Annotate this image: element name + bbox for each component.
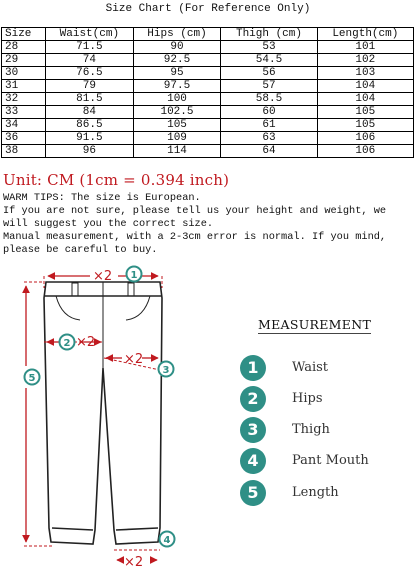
table-cell: 32: [2, 93, 46, 106]
table-cell: 102.5: [133, 106, 221, 119]
header-size: Size: [2, 28, 46, 41]
table-cell: 97.5: [133, 80, 221, 93]
table-cell: 79: [46, 80, 134, 93]
table-cell: 63: [221, 132, 317, 145]
tip-line: If you are not sure, please tell us your height and weight, we: [3, 205, 387, 217]
legend-label: Pant Mouth: [292, 453, 369, 468]
table-row: [2, 93, 414, 106]
table-cell: 34: [2, 119, 46, 132]
pants-outline: [44, 282, 162, 544]
measurement-title: MEASUREMENT: [258, 317, 372, 332]
tip-line: please be careful to buy.: [3, 244, 158, 256]
thigh-multiplier: ×2: [124, 352, 144, 367]
pants-diagram: [0, 258, 230, 579]
table-cell: 84: [46, 106, 134, 119]
marker-3: 3: [162, 365, 170, 376]
legend-label: Length: [292, 485, 339, 500]
legend-label: Thigh: [292, 422, 330, 437]
table-cell: 114: [133, 145, 221, 158]
tip-line: will suggest you the correct size.: [3, 218, 214, 230]
table-cell: 57: [221, 80, 317, 93]
table-cell: 96: [46, 145, 134, 158]
table-cell: 53: [221, 41, 317, 54]
legend-label: Hips: [292, 391, 323, 406]
table-cell: 60: [221, 106, 317, 119]
legend-label: Waist: [292, 360, 329, 375]
table-row: [2, 106, 414, 119]
table-row: [2, 41, 414, 54]
header-waist: Waist(cm): [46, 28, 134, 41]
warm-tips: [3, 192, 415, 257]
table-cell: 30: [2, 67, 46, 80]
table-cell: 105: [133, 119, 221, 132]
table-cell: 28: [2, 41, 46, 54]
table-cell: 91.5: [46, 132, 134, 145]
table-cell: 71.5: [46, 41, 134, 54]
badge-3: 3: [240, 417, 266, 443]
table-cell: 33: [2, 106, 46, 119]
table-cell: 100: [133, 93, 221, 106]
hips-multiplier: ×2: [76, 335, 96, 350]
size-table: [1, 27, 414, 158]
page-title: Size Chart (For Reference Only): [105, 3, 311, 15]
mouth-multiplier: ×2: [124, 555, 144, 570]
table-cell: 106: [317, 132, 413, 145]
badge-2: 2: [240, 386, 266, 412]
table-cell: 29: [2, 54, 46, 67]
table-cell: 58.5: [221, 93, 317, 106]
waist-multiplier: ×2: [93, 269, 113, 284]
table-cell: 102: [317, 54, 413, 67]
tip-line: Manual measurement, with a 2-3cm error is normal. If you mind,: [3, 231, 387, 243]
table-header-row: [2, 28, 414, 41]
table-row: [2, 145, 414, 158]
table-cell: 106: [317, 145, 413, 158]
table-cell: 109: [133, 132, 221, 145]
badge-5: 5: [240, 480, 266, 506]
marker-5: 5: [28, 373, 36, 384]
table-cell: 31: [2, 80, 46, 93]
table-cell: 36: [2, 132, 46, 145]
measurement-arrows: [26, 276, 158, 560]
table-cell: 101: [317, 41, 413, 54]
table-cell: 104: [317, 80, 413, 93]
table-cell: 95: [133, 67, 221, 80]
header-length: Length(cm): [317, 28, 413, 41]
badge-4: 4: [240, 448, 266, 474]
table-row: [2, 80, 414, 93]
tip-line: WARM TIPS: The size is European.: [3, 192, 201, 204]
table-cell: 90: [133, 41, 221, 54]
marker-2: 2: [63, 338, 71, 349]
table-cell: 105: [317, 119, 413, 132]
marker-4: 4: [163, 535, 171, 546]
table-row: [2, 132, 414, 145]
table-cell: 104: [317, 93, 413, 106]
unit-note: Unit: CM (1cm = 0.394 inch): [3, 171, 230, 189]
table-row: [2, 119, 414, 132]
table-cell: 54.5: [221, 54, 317, 67]
table-cell: 103: [317, 67, 413, 80]
table-cell: 61: [221, 119, 317, 132]
table-row: [2, 67, 414, 80]
table-cell: 64: [221, 145, 317, 158]
table-cell: 76.5: [46, 67, 134, 80]
table-cell: 105: [317, 106, 413, 119]
table-cell: 74: [46, 54, 134, 67]
table-cell: 92.5: [133, 54, 221, 67]
badge-1: 1: [240, 355, 266, 381]
table-cell: 81.5: [46, 93, 134, 106]
marker-1: 1: [130, 270, 138, 281]
table-cell: 38: [2, 145, 46, 158]
table-cell: 86.5: [46, 119, 134, 132]
table-row: [2, 54, 414, 67]
header-thigh: Thigh (cm): [221, 28, 317, 41]
table-cell: 56: [221, 67, 317, 80]
header-hips: Hips (cm): [133, 28, 221, 41]
